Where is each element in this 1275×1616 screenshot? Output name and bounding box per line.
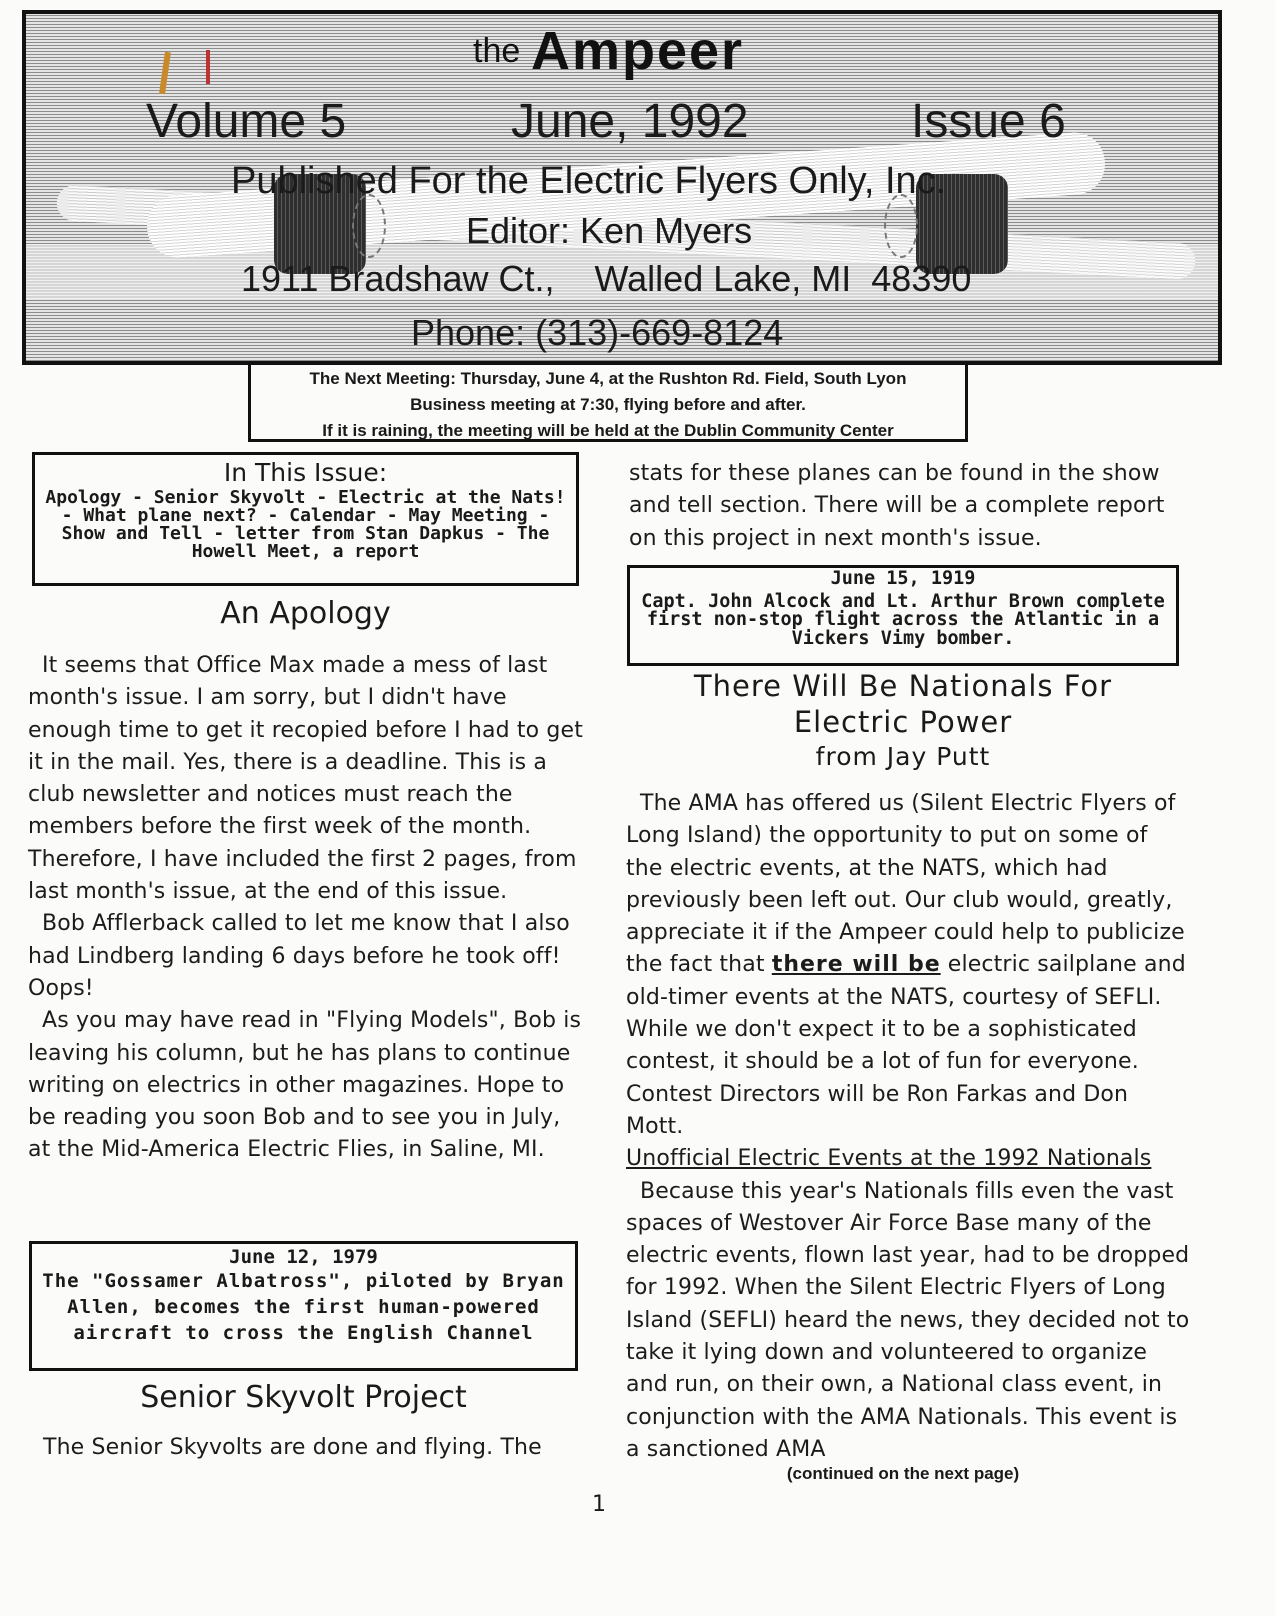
- nationals-byline: from Jay Putt: [815, 742, 991, 771]
- nationals-subheading: Unofficial Electric Events at the 1992 Nationals: [626, 1146, 1152, 1172]
- nationals-paragraph-1: [626, 788, 1191, 1143]
- nationals-paragraph-2: Because this year's Nationals fills even the vast spaces of Westover Air Force Base many of the electric events, flown last year, had to be dropped for 1992. When the Silent Electric Flyers of Long Island (SEFLI) heard the news, they decided not to take it lying down and volunteered to organize and run, on their own, a National class event, in conjunction with the AMA Nationals. This event is a sanctioned AMA: [626, 1178, 1190, 1462]
- in-this-issue-list: Apology - Senior Skyvolt - Electric at the Nats! - What plane next? - Calendar - May Meeting - Show and Tell - letter from Stan Dapkus - The Howell Meet, a report: [45, 487, 566, 562]
- apology-heading: An Apology: [220, 596, 391, 631]
- skyvolt-paragraph-start: The Senior Skyvolts are done and flying. The: [43, 1435, 542, 1460]
- nationals-heading: [627, 668, 1179, 774]
- next-meeting-box: [248, 362, 968, 442]
- editor-line: Editor: Ken Myers: [466, 210, 753, 251]
- skyvolt-heading: Senior Skyvolt Project: [140, 1380, 467, 1415]
- history-date: June 15, 1919: [830, 568, 976, 589]
- issue-date: June, 1992: [511, 95, 749, 148]
- page-number: 1: [592, 1492, 606, 1517]
- apology-paragraph-3: As you may have read in "Flying Models", Bob is leaving his column, but he has plans to continue writing on electrics in other magazines. Hope to be reading you soon Bob and to see you in July, at the Mid-America Electric Flies, in Saline, MI.: [28, 1008, 582, 1163]
- address-line: 1911 Bradshaw Ct., Walled Lake, MI 48390: [241, 258, 972, 299]
- left-propeller-graphic: [352, 194, 386, 258]
- volume-label: Volume 5: [146, 95, 347, 148]
- masthead-the: the: [473, 32, 521, 70]
- masthead-title: Ampeer: [531, 21, 745, 81]
- issue-label: Issue 6: [911, 95, 1066, 148]
- history-text: The "Gossamer Albatross", piloted by Bryan Allen, becomes the first human-powered aircraft to cross the English Channel: [42, 1270, 565, 1344]
- nationals-heading-line-1: There Will Be Nationals For: [693, 669, 1113, 703]
- apology-article: [28, 650, 583, 1167]
- nationals-heading-line-2: Electric Power: [793, 705, 1013, 739]
- ink-mark: [206, 50, 210, 84]
- in-this-issue-title: In This Issue:: [223, 458, 388, 487]
- meeting-line-2: Business meeting at 7:30, flying before and after.: [410, 395, 806, 414]
- nationals-text-a: The AMA has offered us (Silent Electric Flyers of Long Island) the opportunity to put on some of the electric events, at the NATS, which had previously been left out. Our club would, greatly, appreciate it if the Ampeer could help to publicize the fact that: [626, 791, 1185, 978]
- history-text: Capt. John Alcock and Lt. Arthur Brown complete first non-stop flight across the Atlantic in a Vickers Vimy bomber.: [641, 590, 1165, 649]
- apology-paragraph-1: It seems that Office Max made a mess of last month's issue. I am sorry, but I didn't have enough time to get it recopied before I had to get it in the mail. Yes, there is a deadline. This is a club newsletter and notices must reach the members before the first week of the month. Therefore, I have included the first 2 pages, from last month's issue, at the end of this issue.: [28, 653, 583, 905]
- meeting-line-1: [251, 366, 965, 392]
- meeting-label: The Next Meeting:: [309, 369, 456, 388]
- phone-line: Phone: (313)-669-8124: [411, 312, 784, 353]
- history-date: June 12, 1979: [229, 1246, 378, 1268]
- apology-paragraph-2: Bob Afflerback called to let me know that I also had Lindberg landing 6 days before he took off! Oops!: [28, 911, 570, 1001]
- right-propeller-graphic: [884, 194, 918, 258]
- continued-note: (continued on the next page): [786, 1464, 1020, 1483]
- publisher-line: Published For the Electric Flyers Only, Inc.: [231, 160, 947, 202]
- nationals-article: [626, 788, 1191, 1466]
- nationals-text-b: electric sailplane and old-timer events at the NATS, courtesy of SEFLI. While we don't expect it to be a sophisticated contest, it should be a lot of fun for everyone. Contest Directors will be Ron Farkas and Don Mott.: [626, 952, 1186, 1139]
- aviation-history-box: [29, 1241, 578, 1371]
- in-this-issue-box: [32, 452, 579, 586]
- meeting-line-3: If it is raining, the meeting will be held at the Dublin Community Center: [322, 421, 894, 440]
- nationals-emphasis: there will be: [771, 952, 941, 978]
- skyvolt-paragraph-continued: stats for these planes can be found in the show and tell section. There will be a complete report on this project in next month's issue.: [629, 461, 1165, 551]
- ink-mark: [159, 52, 171, 94]
- masthead-banner: [22, 10, 1222, 365]
- aviation-history-box: [627, 565, 1179, 666]
- meeting-when-where: Thursday, June 4, at the Rushton Rd. Field, South Lyon: [455, 369, 907, 388]
